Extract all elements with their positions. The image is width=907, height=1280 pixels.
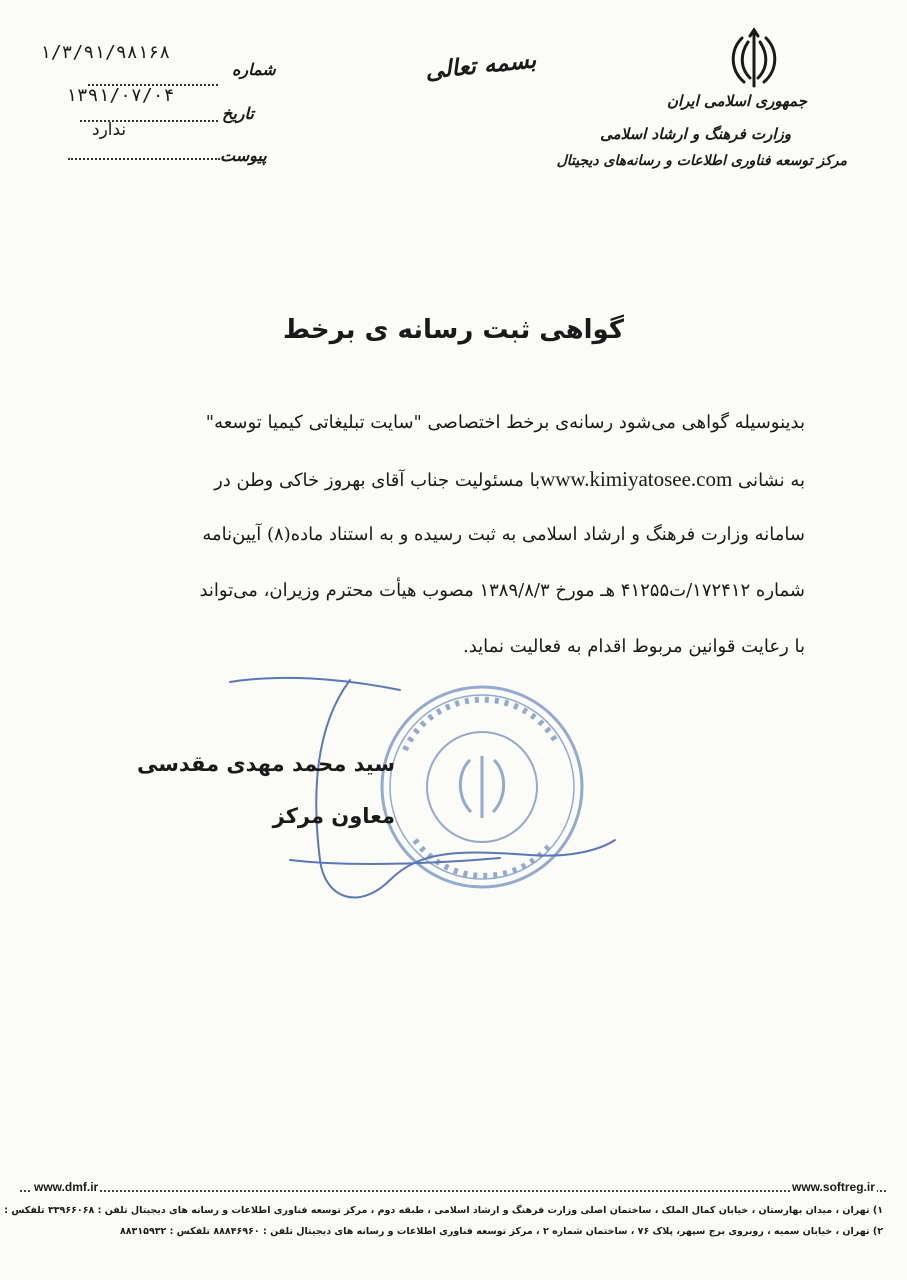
footer-divider bbox=[20, 1190, 886, 1192]
signer-name: سید محمد مهدی مقدسی bbox=[136, 752, 395, 776]
handwritten-signature bbox=[200, 660, 620, 920]
footer-address-1: ۱) تهران ، میدان بهارستان ، خیابان کمال الملک ، ساختمان اصلی وزارت فرهنگ و ارشاد اسلامی ، طبقه دوم ، مرکز توسعه فناوری اطلاعات و رسانه های دیجیتال تلفن : ۳۳۹۶۶۰۶۸ تلفکس : bbox=[4, 1205, 883, 1216]
body-line-4: شماره ۱۷۲۴۱۲/ت۴۱۲۵۵ هـ مورخ ۱۳۸۹/۸/۳ مصوب هیأت محترم وزیران، می‌تواند bbox=[199, 580, 805, 601]
org-line-ministry: وزارت فرهنگ و ارشاد اسلامی bbox=[600, 125, 791, 143]
website-url: www.kimiyatosee.com bbox=[540, 467, 733, 491]
basmala: بسمه تعالی bbox=[423, 46, 538, 85]
number-label: شماره bbox=[232, 60, 276, 79]
body-line-3: سامانه وزارت فرهنگ و ارشاد اسلامی به ثبت رسیده و به استناد ماده(۸) آیین‌نامه bbox=[202, 524, 805, 545]
date-label: تاریخ bbox=[222, 104, 254, 123]
attachment-dotted-line bbox=[68, 158, 220, 160]
body-line-2-pre: به نشانی bbox=[732, 470, 805, 491]
signer-title: معاون مرکز bbox=[272, 804, 395, 828]
org-line-republic: جمهوری اسلامی ایران bbox=[666, 92, 807, 110]
attachment-value: ندارد bbox=[92, 120, 127, 140]
letter-date: ۱۳۹۱/۰۷/۰۴ bbox=[66, 85, 175, 106]
footer-address-2: ۲) تهران ، خیابان سمیه ، روبروی برج سپهر، پلاک ۷۶ ، ساختمان شماره ۲ ، مرکز توسعه فناوری اطلاعات و رسانه های دیجیتال تلفن : ۸۸۸۴۶۹۶۰ تلفکس : ۸۸۳۱۵۹۳۲ bbox=[119, 1226, 883, 1237]
body-line-5: با رعایت قوانین مربوط اقدام به فعالیت نماید. bbox=[462, 636, 805, 657]
body-line-1: بدینوسیله گواهی می‌شود رسانه‌ی برخط اختصاصی "سایت تبلیغاتی کیمیا توسعه" bbox=[205, 412, 805, 433]
attachment-label: پیوست bbox=[220, 146, 267, 165]
letter-number: ۱/۳/۹۱/۹۸۱۶۸ bbox=[40, 42, 171, 63]
body-line-2 bbox=[100, 451, 805, 507]
footer-url-softreg: www.softreg.ir bbox=[792, 1180, 875, 1194]
footer-url-dmf: www.dmf.ir bbox=[34, 1180, 99, 1194]
page-title: گواهی ثبت رسانه ی برخط bbox=[283, 315, 624, 345]
certificate-body bbox=[100, 395, 805, 675]
iran-emblem-icon bbox=[724, 28, 784, 92]
org-line-center: مرکز توسعه فناوری اطلاعات و رسانه‌های دیجیتال bbox=[556, 153, 847, 169]
body-line-2-post: با مسئولیت جناب آقای بهروز خاکی وطن در bbox=[214, 470, 541, 491]
